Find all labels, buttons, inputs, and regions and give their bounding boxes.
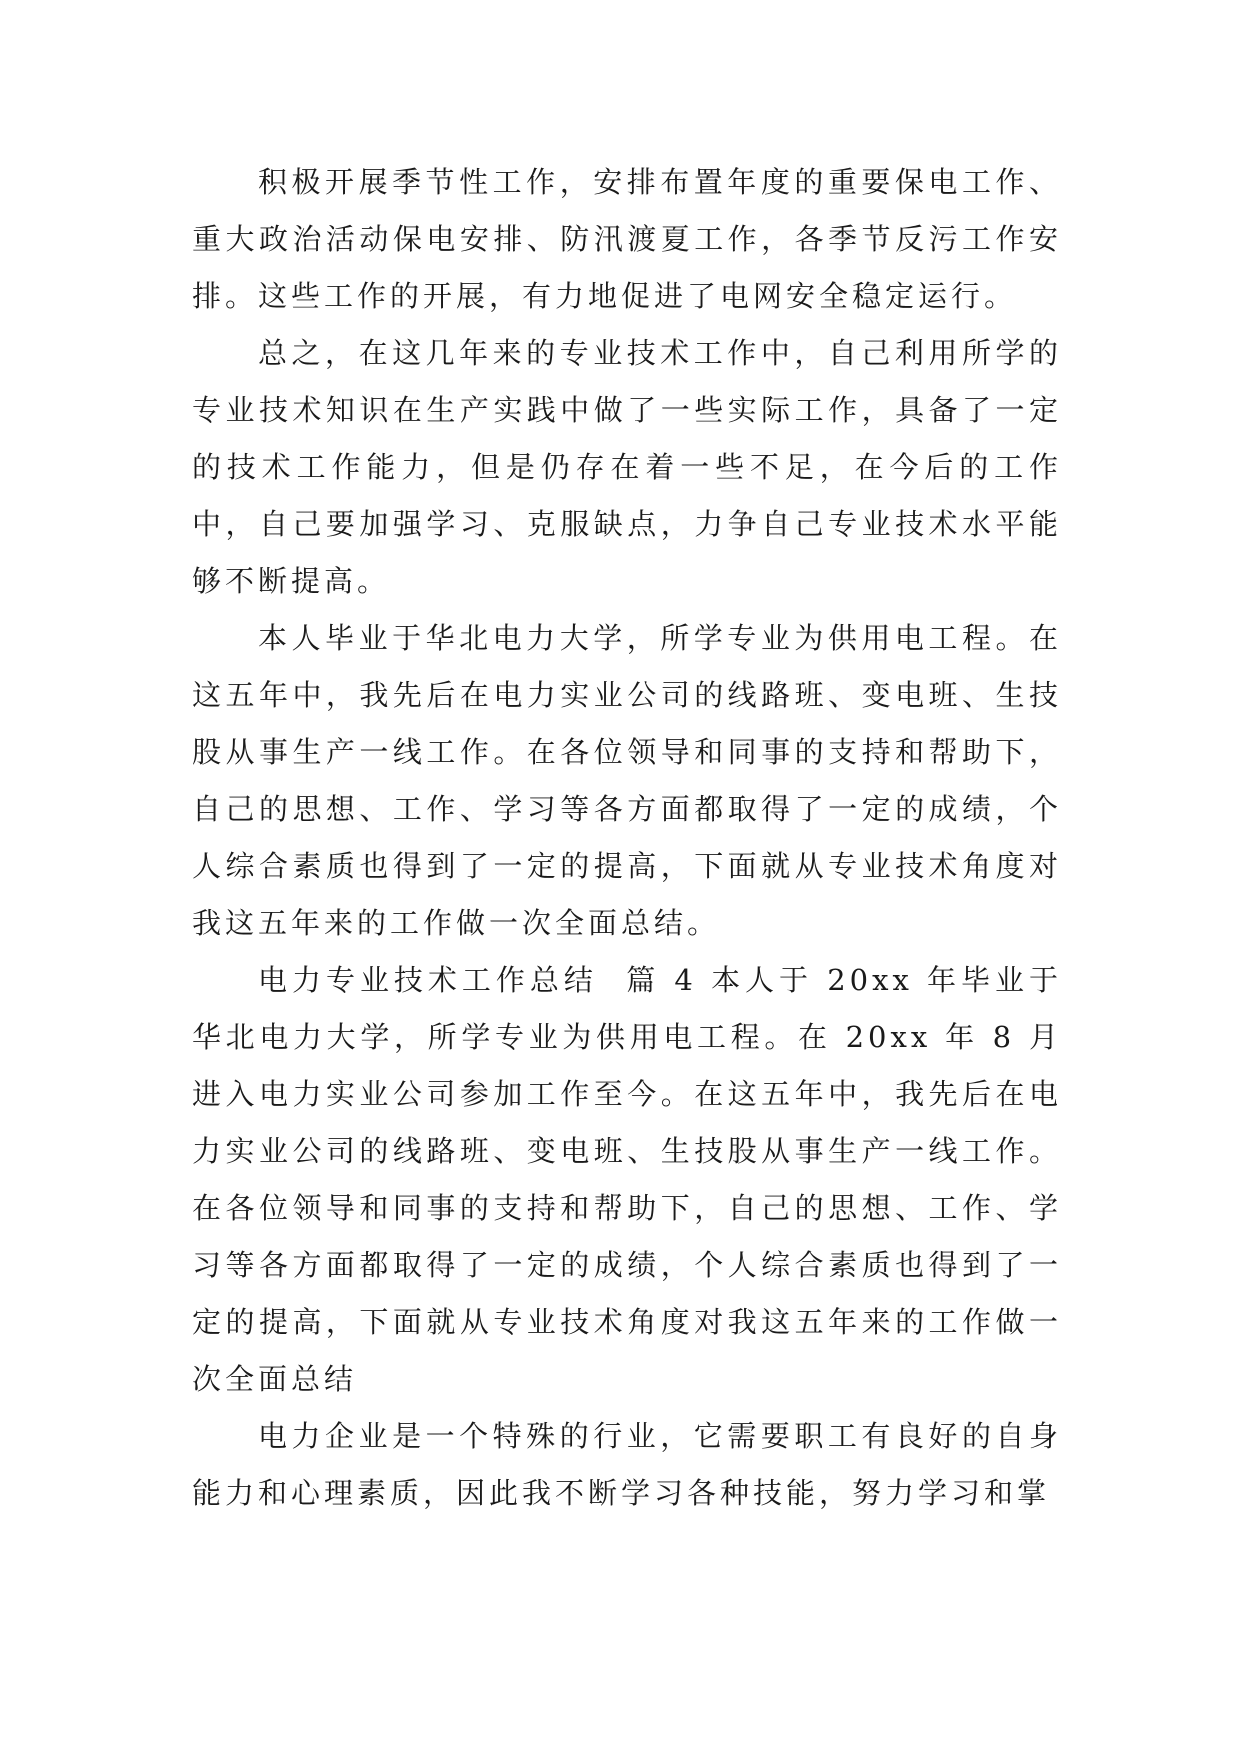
- document-body: [192, 154, 1062, 1522]
- section-heading: 电力专业技术工作总结 篇 4: [258, 963, 697, 997]
- paragraph-industry: 电力企业是一个特殊的行业，它需要职工有良好的自身能力和心理素质，因此我不断学习各种技能，努力学习和掌: [192, 1419, 1062, 1510]
- paragraph-introduction: 本人毕业于华北电力大学，所学专业为供用电工程。在这五年中，我先后在电力实业公司的线路班、变电班、生技股从事生产一线工作。在各位领导和同事的支持和帮助下，自己的思想、工作、学习等各方面都取得了一定的成绩，个人综合素质也得到了一定的提高，下面就从专业技术角度对我这五年来的工作做一次全面总结。: [192, 621, 1062, 940]
- section-paragraph: 本人于 20xx 年毕业于华北电力大学，所学专业为供用电工程。在 20xx 年 8 月进入电力实业公司参加工作至今。在这五年中，我先后在电力实业公司的线路班、变电班、生技股从事生产一线工作。在各位领导和同事的支持和帮助下，自己的思想、工作、学习等各方面都取得了一定的成绩，个人综合素质也得到了一定的提高，下面就从专业技术角度对我这五年来的工作做一次全面总结: [192, 963, 1062, 1396]
- section-gap: [697, 963, 711, 997]
- paragraph-section-4: [192, 952, 1062, 1408]
- paragraph-summary: 总之，在这几年来的专业技术工作中，自己利用所学的专业技术知识在生产实践中做了一些实际工作，具备了一定的技术工作能力，但是仍存在着一些不足，在今后的工作中，自己要加强学习、克服缺点，力争自己专业技术水平能够不断提高。: [192, 336, 1062, 598]
- paragraph-seasonal-work: 积极开展季节性工作，安排布置年度的重要保电工作、重大政治活动保电安排、防汛渡夏工作，各季节反污工作安排。这些工作的开展，有力地促进了电网安全稳定运行。: [192, 165, 1062, 313]
